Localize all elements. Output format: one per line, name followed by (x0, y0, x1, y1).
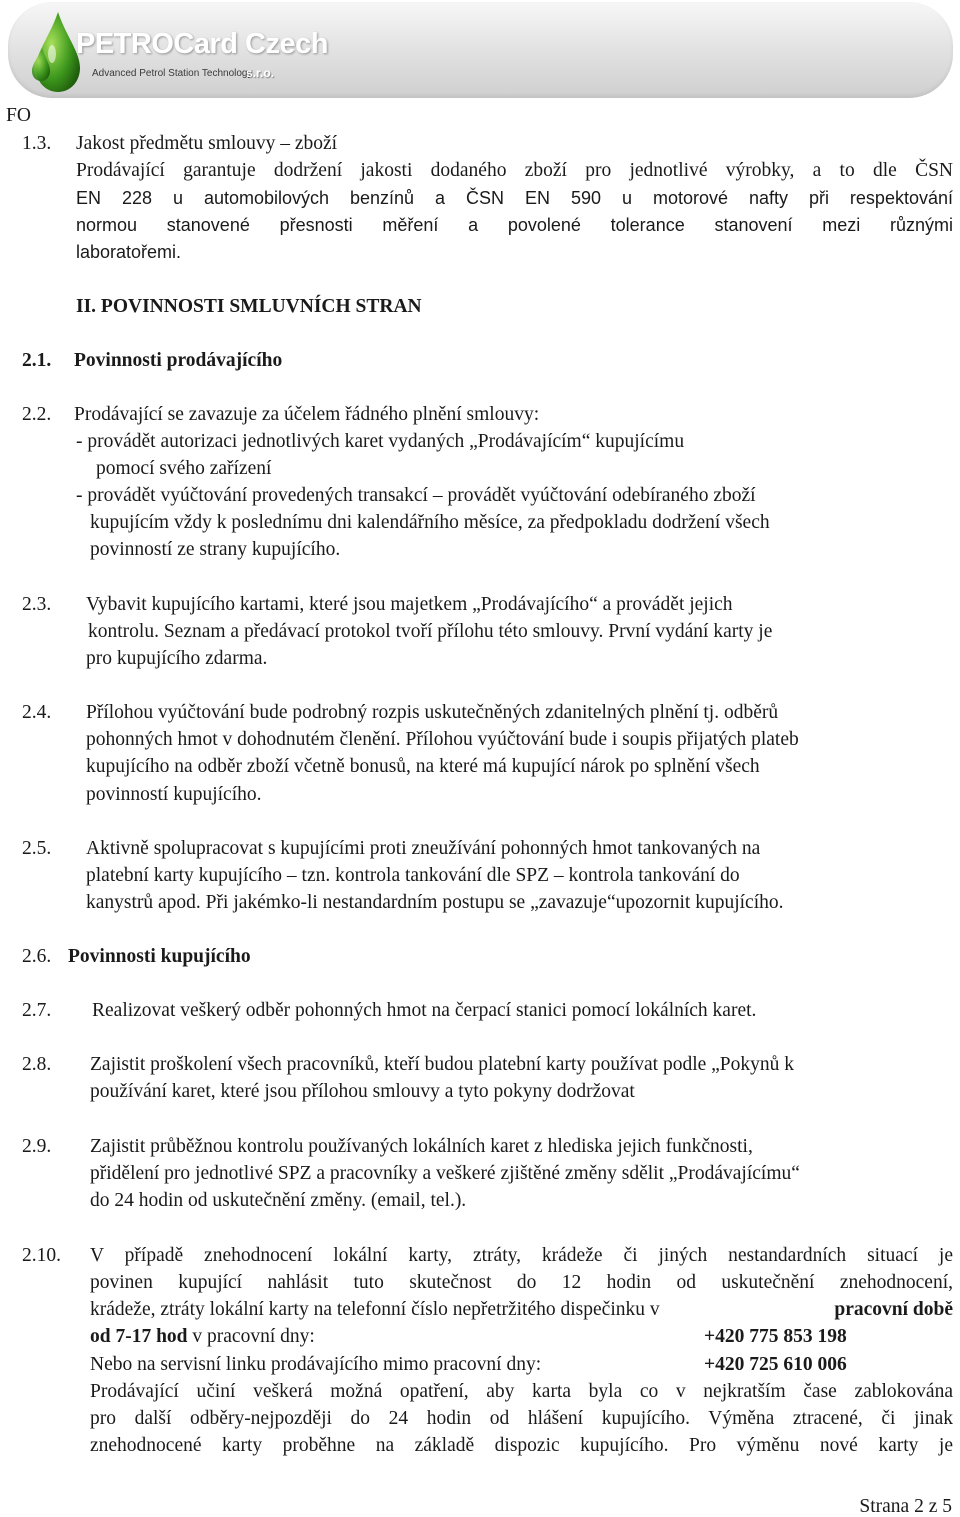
section-title: Jakost předmětu smlouvy – zboží (76, 133, 338, 154)
paragraph-line: Zajistit průběžnou kontrolu používaných lokálních karet z hlediska jejich funkčnosti, (90, 1136, 753, 1157)
paragraph-line: Vybavit kupujícího kartami, které jsou majetkem „Prodávajícího“ a provádět jejich (86, 594, 733, 615)
page-number: Strana 2 z 5 (859, 1496, 952, 1517)
paragraph-line: Prodávající se zavazuje za účelem řádného plnění smlouvy: (74, 404, 540, 425)
paragraph-line: Aktivně spolupracovat s kupujícími proti zneužívání pohonných hmot tankovaných na (86, 838, 761, 859)
paragraph-line: EN 228 u automobilových benzínů a ČSN EN 590 u motorové nafty při respektování (76, 188, 953, 208)
paragraph-line: povinen kupující nahlásit tuto skutečnost do 12 hodin od uskutečnění znehodnocení, (90, 1272, 953, 1293)
header-banner (8, 2, 953, 98)
paragraph-line: laboratořemi. (76, 242, 182, 262)
fo-label: FO (6, 105, 31, 126)
paragraph-line: pro další odběry-nejpozději do 24 hodin od hlášení kupujícího. Výměna ztracené, či jinak (90, 1408, 953, 1429)
section-title: Povinnosti prodávajícího (74, 350, 283, 371)
paragraph-line: Realizovat veškerý odběr pohonných hmot na čerpací stanici pomocí lokálních karet. (92, 1000, 757, 1021)
paragraph-line: platební karty kupujícího – tzn. kontrola tankování dle SPZ – kontrola tankování do (86, 865, 740, 886)
paragraph-line: znehodnocené karty proběhne na základě dispozic kupujícího. Pro výměnu nové karty je (90, 1435, 953, 1456)
section-number: 2.3. (22, 594, 52, 615)
section-number: 2.1. (22, 350, 52, 371)
company-name: PETROCard Czech (76, 28, 328, 60)
paragraph-line: pohonných hmot v dohodnutém členění. Přílohou vyúčtování bude i soupis přijatých plateb (86, 729, 799, 750)
paragraph-line: kontrolu. Seznam a předávací protokol tvoří přílohu této smlouvy. První vydání karty je (88, 621, 773, 642)
working-hours-text: pracovní době (834, 1299, 953, 1320)
paragraph-line: kanystrů apod. Při jakémko-li nestandardním postupu se „zavazuje“upozornit kupujícího. (86, 892, 784, 913)
section-number: 2.8. (22, 1054, 52, 1075)
paragraph-line-mixed (90, 1300, 953, 1320)
section-title: Povinnosti kupujícího (68, 946, 251, 967)
section-number: 2.6. (22, 946, 52, 967)
paragraph-text: v pracovní dny: (192, 1326, 315, 1347)
paragraph-line: pro kupujícího zdarma. (86, 648, 268, 669)
paragraph-text: krádeže, ztráty lokální karty na telefonní číslo nepřetržitého dispečinku v (90, 1299, 660, 1320)
paragraph-line: kupujícího na odběr zboží včetně bonusů, na které má kupující nárok po splnění všech (86, 756, 760, 777)
company-tagline: Advanced Petrol Station Technology (92, 68, 253, 79)
paragraph-line: normou stanovené přesnosti měření a povolené tolerance stanovení mezi různými (76, 215, 953, 235)
chapter-heading: II. POVINNOSTI SMLUVNÍCH STRAN (76, 296, 422, 317)
paragraph-line: Prodávající učiní veškerá možná opatření, aby karta byla co v nejkratším čase zablokována (90, 1381, 953, 1402)
section-number: 2.2. (22, 404, 52, 425)
paragraph-line: pomocí svého zařízení (96, 458, 272, 479)
working-hours-text: od 7-17 hod (90, 1326, 188, 1347)
paragraph-line: přidělení pro jednotlivé SPZ a pracovníky a veškeré zjištěné změny sdělit „Prodávajícímu“ (90, 1163, 800, 1184)
company-suffix: s.r.o. (246, 66, 275, 80)
paragraph-line: používání karet, které jsou přílohou smlouvy a tyto pokyny dodržovat (90, 1081, 635, 1102)
section-number: 2.5. (22, 838, 52, 859)
section-number: 1.3. (22, 133, 52, 154)
section-number: 2.7. (22, 1000, 52, 1021)
paragraph-line: Nebo na servisní linku prodávajícího mimo pracovní dny: (90, 1354, 542, 1375)
paragraph-line: povinností kupujícího. (86, 784, 262, 805)
paragraph-line: do 24 hodin od uskutečnění změny. (email, tel.). (90, 1190, 467, 1211)
section-number: 2.9. (22, 1136, 52, 1157)
section-number: 2.4. (22, 702, 52, 723)
paragraph-line-mixed (90, 1327, 315, 1347)
service-phone-number: +420 725 610 006 (704, 1354, 847, 1375)
paragraph-line: - provádět autorizaci jednotlivých karet vydaných „Prodávajícím“ kupujícímu (76, 431, 685, 452)
paragraph-line: Přílohou vyúčtování bude podrobný rozpis uskutečněných zdanitelných plnění tj. odběrů (86, 702, 779, 723)
paragraph-line: kupujícím vždy k poslednímu dni kalendářního měsíce, za předpokladu dodržení všech (90, 512, 770, 533)
paragraph-line: - provádět vyúčtování provedených transakcí – provádět vyúčtování odebíraného zboží (76, 485, 756, 506)
paragraph-line: V případě znehodnocení lokální karty, ztráty, krádeže či jiných nestandardních situací je (90, 1245, 953, 1266)
dispatch-phone-number: +420 775 853 198 (704, 1326, 847, 1347)
paragraph-line: Zajistit proškolení všech pracovníků, kteří budou platební karty používat podle „Pokynů k (90, 1054, 795, 1075)
paragraph-line: povinností ze strany kupujícího. (90, 539, 341, 560)
section-number: 2.10. (22, 1245, 61, 1266)
paragraph-line: Prodávající garantuje dodržení jakosti dodaného zboží pro jednotlivé výrobky, a to dle ČSN (76, 160, 953, 181)
